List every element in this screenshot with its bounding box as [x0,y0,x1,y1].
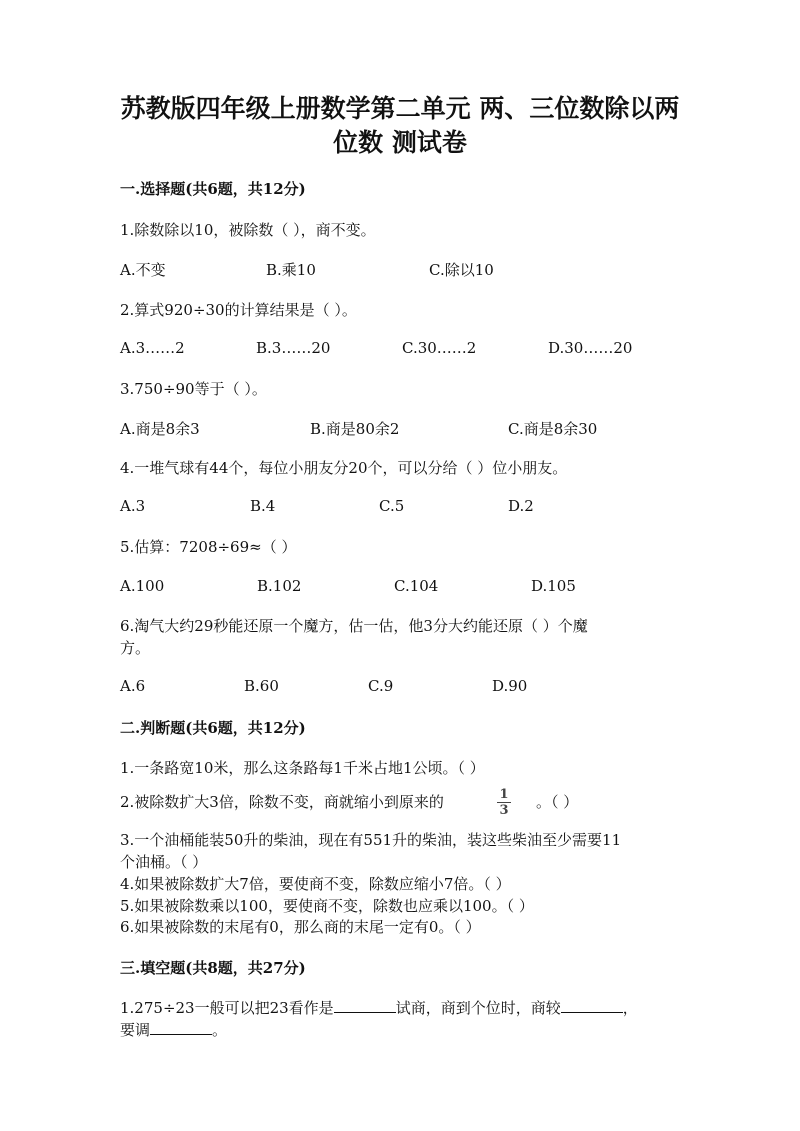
option-4d: D.2 [508,497,534,515]
question-1: 1.除数除以10，被除数（ ），商不变。 [120,221,376,239]
fill-question-1-line-1 [120,997,680,1019]
judge-item-3-line-1: 3.一个油桶能装50升的柴油，现在有551升的柴油，装这些柴油至少需要11 [120,831,622,849]
option-5c: C.104 [394,577,439,595]
fraction-one-third [497,787,511,818]
fraction-denominator: 3 [499,803,509,818]
judge-item-4: 4.如果被除数扩大7倍，要使商不变，除数应缩小7倍。（ ） [120,875,511,893]
option-3a: A.商是8余3 [120,420,200,438]
section-heading-fill: 三.填空题(共8题，共27分) [120,959,306,977]
option-3b: B.商是80余2 [310,420,400,438]
option-6c: C.9 [368,677,394,695]
option-5d: D.105 [531,577,576,595]
option-6d: D.90 [492,677,528,695]
page-title [80,92,720,160]
question-6-line-1: 6.淘气大约29秒能还原一个魔方，估一估，他3分大约能还原（ ）个魔 [120,617,588,635]
option-6a: A.6 [120,677,146,695]
title-line-2: 位数 测试卷 [333,128,467,157]
option-1c: C.除以10 [429,261,494,279]
section-heading-judge: 二.判断题(共6题，共12分) [120,719,306,737]
answer-blank-3[interactable] [150,1020,212,1035]
option-2b: B.3……20 [256,339,331,357]
fill-q1-part-1: 1.275÷23一般可以把23看作是 [120,999,334,1017]
option-4a: A.3 [120,497,146,515]
judge-item-2 [120,791,444,812]
judge-item-5: 5.如果被除数乘以100，要使商不变，除数也应乘以100。（ ） [120,897,534,915]
fraction-numerator: 1 [497,787,511,803]
fill-q1-part-4: 要调 [120,1021,151,1039]
question-3: 3.750÷90等于（ ）。 [120,380,267,398]
option-4c: C.5 [379,497,405,515]
question-6 [120,615,680,659]
option-1b: B.乘10 [266,261,316,279]
answer-blank-2[interactable] [561,998,623,1013]
option-3c: C.商是8余30 [508,420,598,438]
fill-question-1-line-2 [120,1019,680,1041]
judge-item-2-blank: 。（ ） [536,793,579,811]
answer-blank-1[interactable] [334,998,396,1013]
question-4: 4.一堆气球有44个，每位小朋友分20个，可以分给（ ）位小朋友。 [120,459,568,477]
fill-q1-part-5: 。 [212,1021,228,1039]
option-4b: B.4 [250,497,276,515]
question-2: 2.算式920÷30的计算结果是（ ）。 [120,301,357,319]
option-2a: A.3……2 [120,339,185,357]
option-2c: C.30……2 [402,339,477,357]
question-5: 5.估算：7208÷69≈（ ） [120,538,297,556]
option-5a: A.100 [120,577,165,595]
judge-item-3 [120,829,680,873]
option-1a: A.不变 [120,261,166,279]
question-6-line-2: 方。 [120,639,151,657]
option-2d: D.30……20 [548,339,633,357]
judge-item-1: 1.一条路宽10米，那么这条路每1千米占地1公顷。（ ） [120,759,485,777]
judge-item-6: 6.如果被除数的末尾有0，那么商的末尾一定有0。（ ） [120,918,481,936]
title-line-1: 苏教版四年级上册数学第二单元 两、三位数除以两 [120,94,680,123]
option-6b: B.60 [244,677,279,695]
option-5b: B.102 [257,577,302,595]
section-heading-choice: 一.选择题(共6题，共12分) [120,180,306,198]
judge-item-2-text: 2.被除数扩大3倍，除数不变，商就缩小到原来的 [120,793,444,811]
fill-q1-part-2: 试商，商到个位时，商较 [395,999,561,1017]
fill-q1-part-3: ， [622,999,638,1017]
fill-question-1 [120,997,680,1041]
judge-item-3-line-2: 个油桶。（ ） [120,853,208,871]
